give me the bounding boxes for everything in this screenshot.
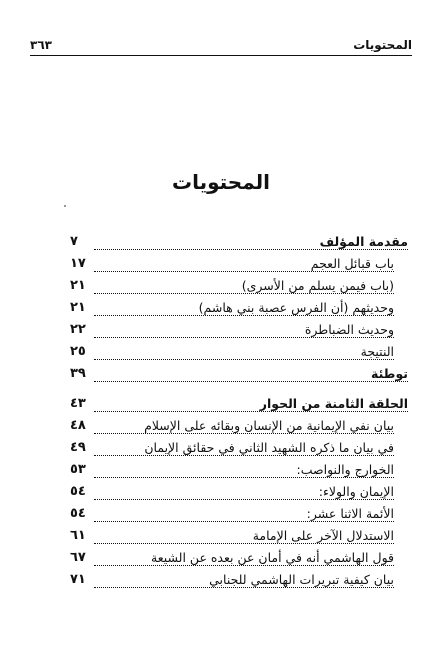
toc-entry-title: بيان نفي الإيمانية من الإنسان وبقائه على الإسلام	[144, 418, 394, 433]
toc-entry-title: الخوارج والنواصب:	[296, 462, 394, 477]
toc-entry-page: ٢١	[70, 300, 92, 315]
toc-entry-page: ١٧	[70, 256, 92, 271]
toc-entry	[70, 460, 408, 482]
dot-leader	[94, 455, 394, 456]
toc-entry	[70, 320, 408, 342]
toc-entry-page: ٥٤	[70, 484, 92, 499]
dot-leader	[94, 337, 394, 338]
toc-entry-page: ٧	[70, 234, 92, 249]
toc-entry	[70, 364, 408, 386]
toc-entry-title: الاستدلال الآخر على الإمامة	[252, 528, 394, 543]
dot-leader	[94, 249, 408, 250]
running-header-title: المحتويات	[353, 38, 412, 52]
toc-entry	[70, 570, 408, 592]
toc-entry-title: الإيمان والولاء:	[318, 484, 394, 499]
toc-entry-page: ٤٨	[70, 418, 92, 433]
dot-leader	[94, 543, 394, 544]
toc-entry-title: الأئمة الاثنا عشر:	[306, 506, 394, 521]
dot-leader	[94, 359, 394, 360]
toc-entry-title: مقدمة المؤلف	[319, 234, 408, 249]
toc-entry-page: ٤٣	[70, 396, 92, 411]
toc-entry	[70, 482, 408, 504]
dot-leader	[94, 433, 394, 434]
dot-leader	[94, 293, 394, 294]
toc-entry	[70, 504, 408, 526]
toc-entry	[70, 232, 408, 254]
toc-entry-page: ٥٤	[70, 506, 92, 521]
toc-entry-title: (باب فيمن يسلم من الأسرى)	[241, 278, 394, 293]
toc-entry-page: ٥٣	[70, 462, 92, 477]
toc-entry-page: ٢١	[70, 278, 92, 293]
dot-leader	[94, 499, 394, 500]
dot-leader	[94, 271, 394, 272]
dot-leader	[94, 477, 394, 478]
dot-leader	[94, 587, 394, 588]
toc-entry-page: ٦١	[70, 528, 92, 543]
dot-leader	[94, 411, 408, 412]
toc-entry-page: ٢٥	[70, 344, 92, 359]
toc-entry-title: بيان كيفية تبريرات الهاشمي للجنابي	[209, 572, 394, 587]
toc-entry-title: النتيجة	[360, 344, 394, 359]
running-header	[30, 28, 412, 56]
toc-entry-title: باب قبائل العجم	[310, 256, 394, 271]
toc-entry	[70, 254, 408, 276]
toc-entry	[70, 342, 408, 364]
toc-entry-title: توطئة	[371, 366, 408, 381]
toc-entry	[70, 416, 408, 438]
toc-entry-title: وحديث الضباطرة	[304, 322, 394, 337]
dot-leader	[94, 381, 408, 382]
toc-entry	[70, 438, 408, 460]
toc-entry	[70, 548, 408, 570]
toc-entry-page: ٧١	[70, 572, 92, 587]
toc-entry-title: وحديثهم (أن الفرس عصبة بني هاشم)	[198, 300, 394, 315]
toc-spacer	[70, 386, 408, 394]
toc-entry-title: الحلقة الثامنة من الحوار	[259, 396, 408, 411]
toc-entry	[70, 276, 408, 298]
toc-entry-title: قول الهاشمي أنه في أمان عن بعده عن الشيعة	[151, 550, 394, 565]
table-of-contents	[70, 232, 408, 592]
dot-leader	[94, 315, 394, 316]
toc-entry	[70, 526, 408, 548]
toc-entry-page: ٤٩	[70, 440, 92, 455]
scan-speck	[64, 205, 66, 207]
dot-leader	[94, 521, 394, 522]
dot-leader	[94, 565, 394, 566]
running-header-page-number: ٣٦٣	[30, 38, 52, 52]
toc-entry	[70, 394, 408, 416]
toc-entry-title: في بيان ما ذكره الشهيد الثاني في حقائق الإيمان	[144, 440, 394, 455]
toc-entry-page: ٦٧	[70, 550, 92, 565]
toc-entry-page: ٢٢	[70, 322, 92, 337]
page-title: المحتويات	[171, 170, 270, 194]
toc-entry-page: ٣٩	[70, 366, 92, 381]
toc-entry	[70, 298, 408, 320]
